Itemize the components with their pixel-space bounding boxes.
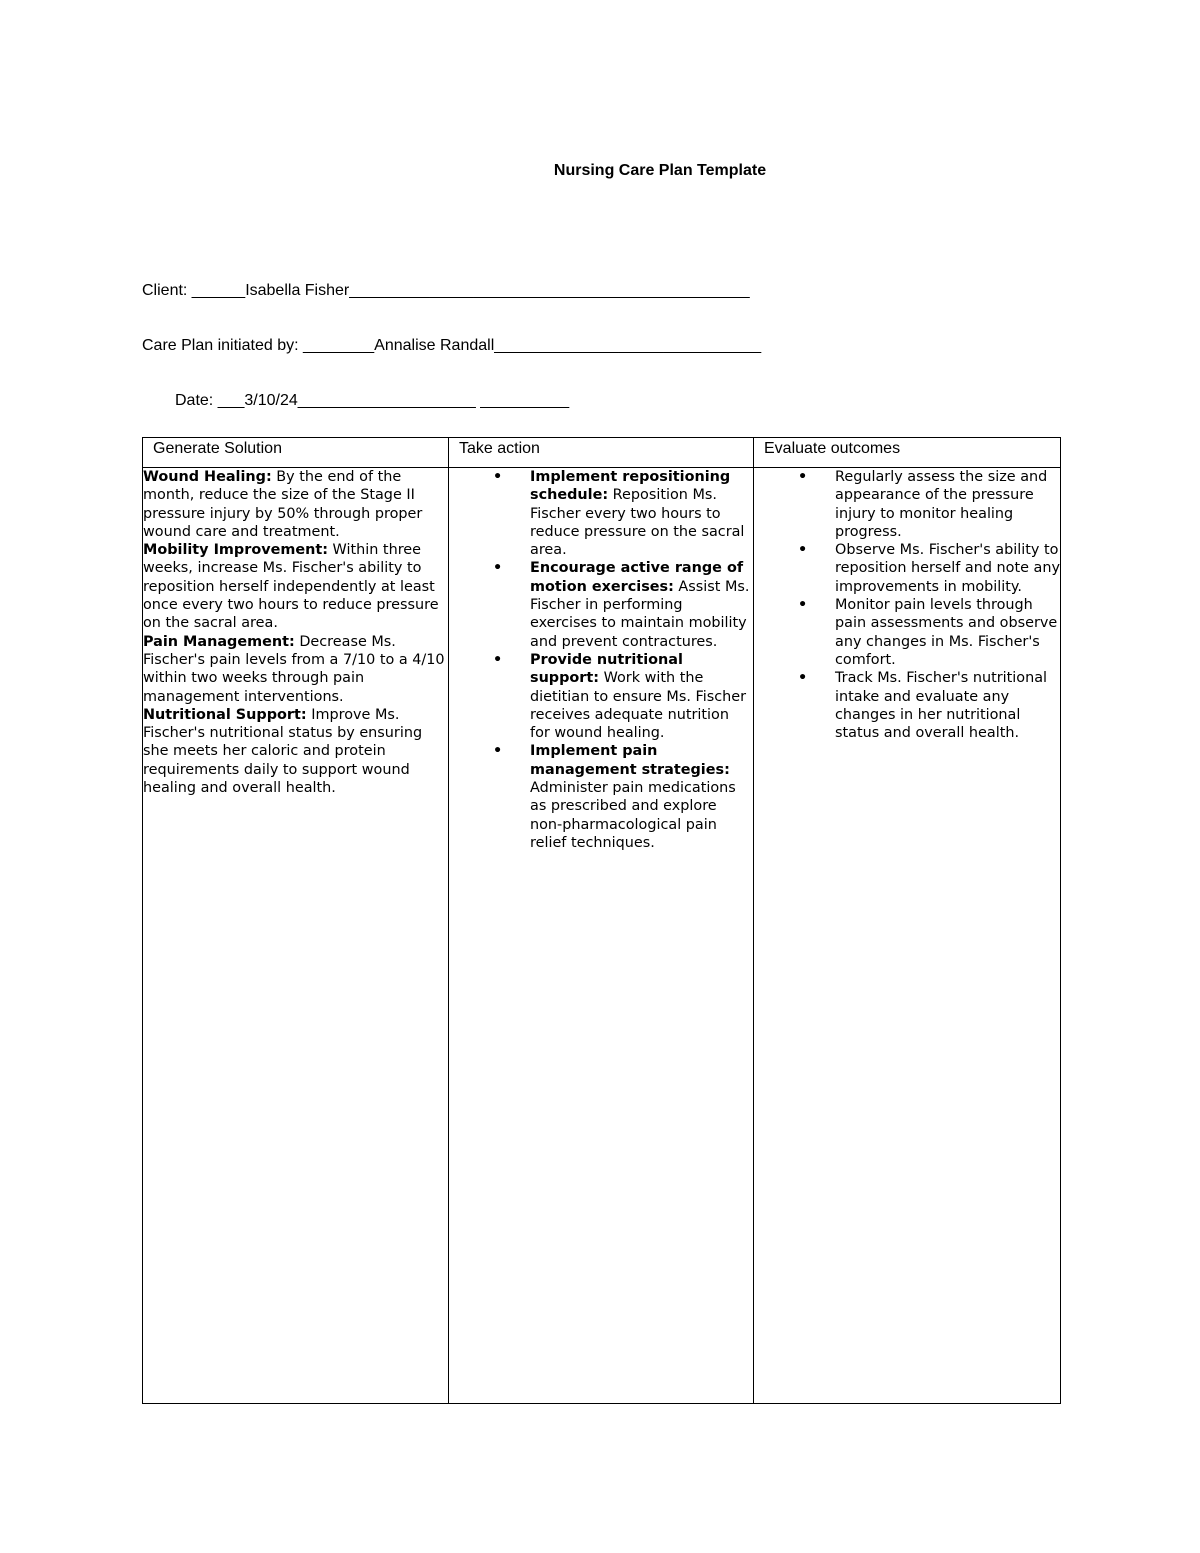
date-suffix-line: ____________________ __________	[297, 392, 570, 409]
action-item: • Implement repositioning schedule: Reposition Ms. Fischer every two hours to reduce pressure on the sacral area.	[493, 469, 745, 559]
solution-item: Wound Healing: By the end of the month, reduce the size of the Stage II pressure injury by 50% through proper wound care and treatment.	[143, 469, 423, 540]
table-header-row	[143, 438, 1061, 468]
solution-item: Mobility Improvement: Within three weeks, increase Ms. Fischer's ability to reposition herself independently at least once every two hours to reduce pressure on the sacral area.	[143, 542, 439, 632]
action-item: • Encourage active range of motion exercises: Assist Ms. Fischer in performing exercises to maintain mobility and prevent contractures.	[493, 560, 750, 650]
solution-item: Pain Management: Decrease Ms. Fischer's pain levels from a 7/10 to a 4/10 within two weeks through pain management interventions.	[143, 633, 445, 705]
solutions-cell	[143, 468, 449, 1404]
bullet-icon: •	[798, 542, 808, 559]
date-value: 3/10/24	[244, 392, 298, 409]
bullet-icon: •	[493, 743, 503, 760]
document-title: Nursing Care Plan Template	[553, 162, 767, 179]
care-plan-table	[142, 437, 1061, 1404]
actions-list	[449, 468, 753, 852]
bullet-icon: •	[798, 469, 808, 485]
initiated-by-suffix-line: ______________________________	[494, 337, 762, 354]
bullet-icon: •	[798, 597, 808, 614]
bullet-icon: •	[493, 469, 503, 485]
date-prefix-line: ___	[217, 392, 245, 409]
outcomes-list	[754, 468, 1060, 742]
solution-item: Nutritional Support: Improve Ms. Fischer's nutritional status by ensuring she meets her caloric and protein requirements daily to support wound healing and overall health.	[143, 706, 423, 797]
client-field	[142, 282, 750, 300]
action-item: • Implement pain management strategies: Administer pain medications as prescribed and explore non-pharmacological pain relief techniques.	[493, 743, 736, 851]
client-prefix-line: ______	[191, 282, 246, 299]
initiated-by-prefix-line: ________	[302, 337, 375, 354]
outcome-item: • Track Ms. Fischer's nutritional intake and evaluate any changes in her nutritional status and overall health.	[798, 670, 1048, 742]
header-take-action: Take action	[449, 438, 754, 468]
outcomes-cell	[754, 468, 1061, 1404]
client-name: Isabella Fisher	[245, 282, 350, 299]
client-label: Client:	[142, 282, 192, 299]
initiated-by-name: Annalise Randall	[374, 337, 495, 354]
bullet-icon: •	[798, 670, 808, 687]
header-generate-solution: Generate Solution	[143, 438, 449, 468]
initiated-by-field	[142, 337, 761, 355]
actions-cell	[449, 468, 754, 1404]
date-label: Date:	[175, 392, 218, 409]
initiated-by-label: Care Plan initiated by:	[142, 337, 303, 354]
outcome-item: • Observe Ms. Fischer's ability to reposition herself and note any improvements in mobility.	[798, 542, 1061, 595]
table-body-row	[143, 468, 1061, 1404]
date-field	[175, 392, 569, 410]
header-evaluate-outcomes: Evaluate outcomes	[754, 438, 1061, 468]
action-item: • Provide nutritional support: Work with the dietitian to ensure Ms. Fischer receives adequate nutrition for wound healing.	[493, 651, 747, 742]
bullet-icon: •	[493, 560, 503, 577]
outcome-item: • Monitor pain levels through pain assessments and observe any changes in Ms. Fischer's comfort.	[798, 597, 1058, 668]
outcome-item: • Regularly assess the size and appearance of the pressure injury to monitor healing progress.	[798, 469, 1048, 540]
bullet-icon: •	[493, 651, 503, 668]
client-suffix-line: _____________________________________________	[349, 282, 750, 299]
